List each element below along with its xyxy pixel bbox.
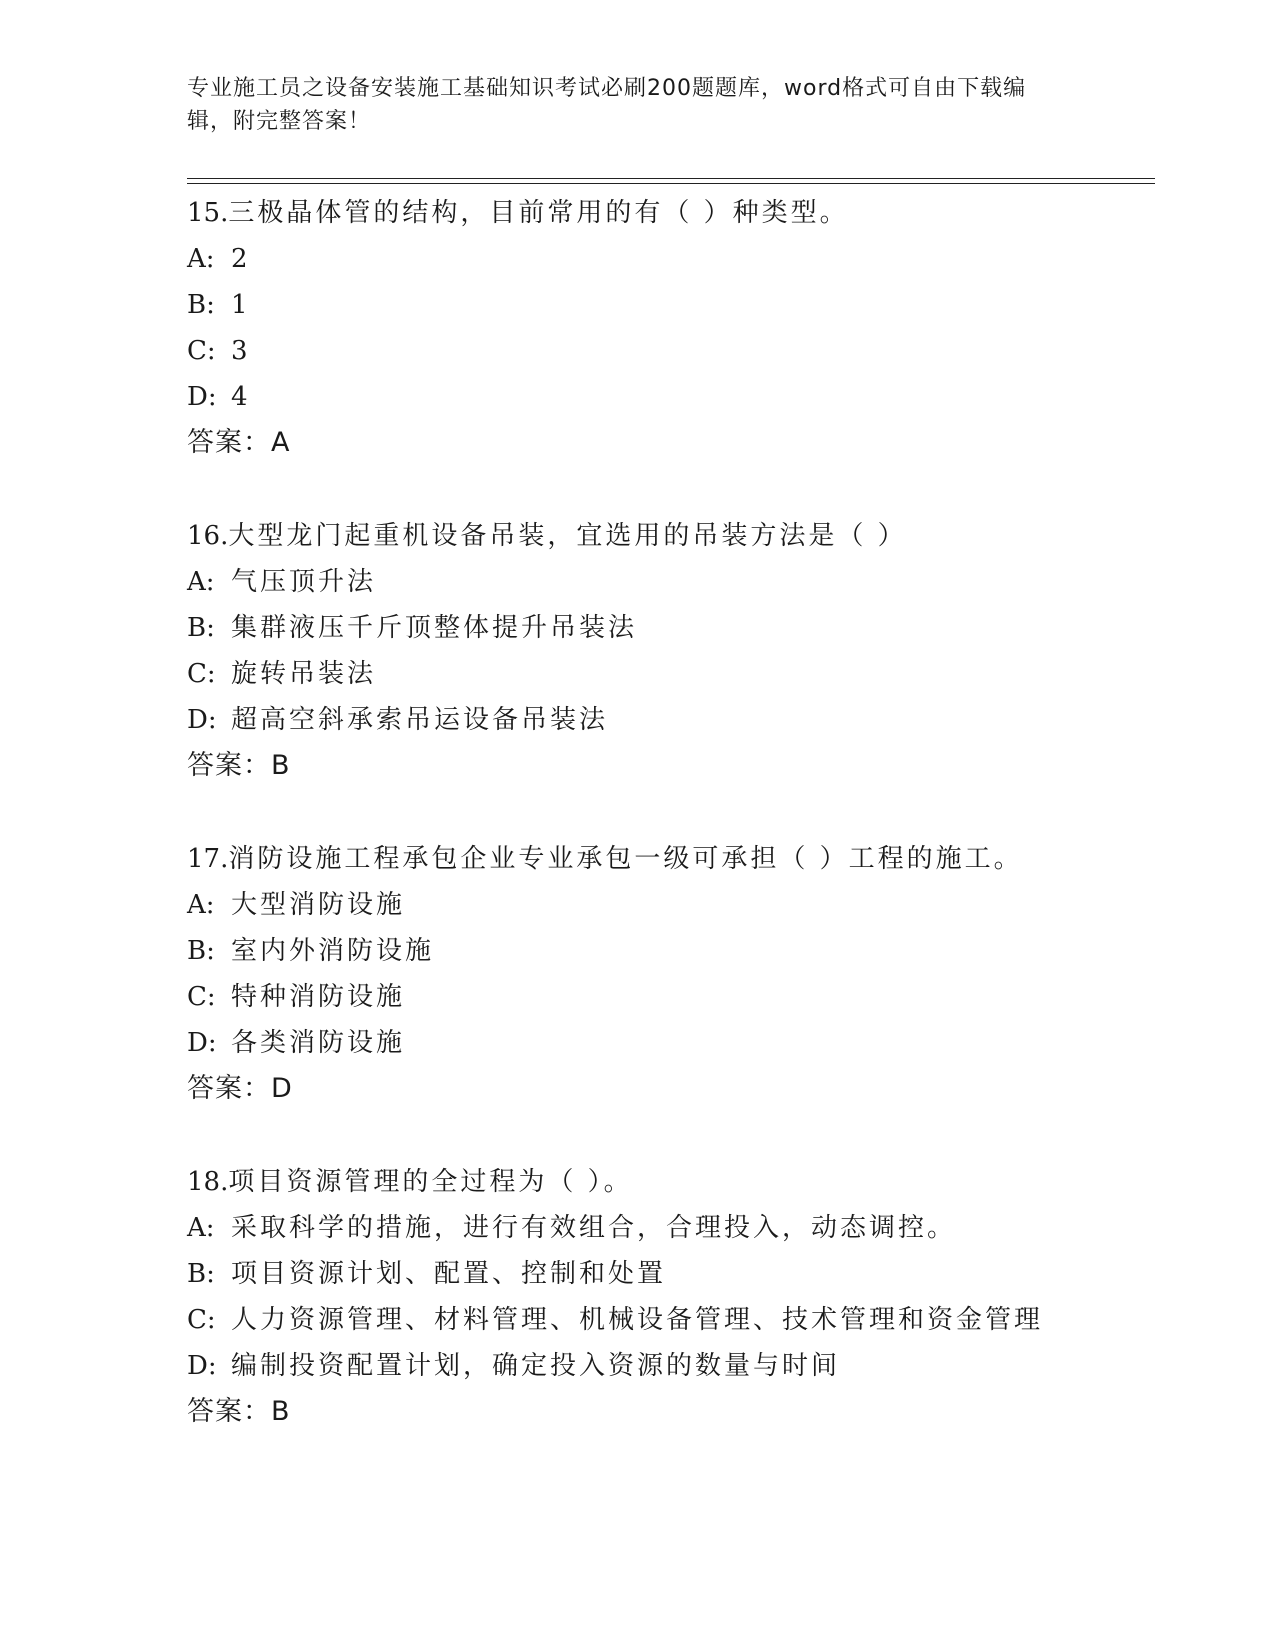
option-text: 采取科学的措施，进行有效组合，合理投入，动态调控。 [231, 1213, 957, 1243]
option-b [187, 282, 1155, 328]
answer-line: 答案：D [187, 1073, 293, 1104]
option-letter: A: [187, 567, 215, 597]
option-letter: C: [187, 336, 216, 366]
option-a [187, 882, 1155, 928]
option-text: 1 [231, 290, 251, 320]
option-text: 特种消防设施 [231, 982, 406, 1012]
option-letter: C: [187, 1305, 216, 1335]
option-letter: A: [187, 890, 215, 920]
option-text: 气压顶升法 [231, 567, 377, 597]
question-number: 16. [187, 521, 229, 551]
option-letter: B: [187, 613, 215, 643]
answer-line: 答案：A [187, 427, 291, 458]
header-title: 专业施工员之设备安装施工基础知识考试必刷200题题库，word格式可自由下载编辑，附完整答案！ [187, 76, 1027, 134]
option-c [187, 974, 1155, 1020]
option-letter: B: [187, 290, 215, 320]
option-letter: C: [187, 659, 216, 689]
question-number: 18. [187, 1167, 229, 1197]
option-b [187, 1251, 1155, 1297]
document-header [187, 72, 1067, 138]
header-divider-top [187, 178, 1155, 179]
option-text: 大型消防设施 [231, 890, 406, 920]
option-letter: D: [187, 382, 217, 412]
question-text: 大型龙门起重机设备吊装，宜选用的吊装方法是（ ） [228, 521, 907, 551]
option-c [187, 328, 1155, 374]
option-d [187, 1020, 1155, 1066]
option-text: 编制投资配置计划，确定投入资源的数量与时间 [231, 1351, 841, 1381]
option-text: 人力资源管理、材料管理、机械设备管理、技术管理和资金管理 [231, 1305, 1044, 1335]
option-a [187, 1205, 1155, 1251]
option-letter: A: [187, 1213, 215, 1243]
option-letter: C: [187, 982, 216, 1012]
question-17 [187, 836, 1155, 1112]
question-stem [187, 836, 1155, 882]
header-divider-bottom [187, 183, 1155, 184]
option-text: 室内外消防设施 [231, 936, 435, 966]
option-text: 超高空斜承索吊运设备吊装法 [231, 705, 609, 735]
option-text: 各类消防设施 [231, 1028, 406, 1058]
option-b [187, 928, 1155, 974]
question-stem [187, 513, 1155, 559]
option-text: 集群液压千斤顶整体提升吊装法 [231, 613, 638, 643]
option-a [187, 559, 1155, 605]
answer-line: 答案：B [187, 750, 291, 781]
question-stem [187, 1159, 1155, 1205]
option-b [187, 605, 1155, 651]
option-text: 旋转吊装法 [231, 659, 377, 689]
question-stem [187, 190, 1155, 236]
option-text: 2 [231, 244, 251, 274]
question-15 [187, 190, 1155, 466]
question-number: 17. [187, 844, 229, 874]
option-letter: D: [187, 705, 217, 735]
option-c [187, 1297, 1155, 1343]
question-16 [187, 513, 1155, 789]
question-text: 消防设施工程承包企业专业承包一级可承担（ ）工程的施工。 [228, 844, 1023, 874]
option-a [187, 236, 1155, 282]
option-letter: D: [187, 1351, 217, 1381]
question-number: 15. [187, 198, 229, 228]
question-list [187, 190, 1155, 1482]
option-letter: B: [187, 1259, 215, 1289]
option-letter: A: [187, 244, 215, 274]
option-letter: B: [187, 936, 215, 966]
question-18 [187, 1159, 1155, 1435]
option-d [187, 374, 1155, 420]
option-d [187, 1343, 1155, 1389]
option-text: 4 [231, 382, 251, 412]
question-text: 项目资源管理的全过程为（ ）。 [228, 1167, 633, 1197]
option-text: 项目资源计划、配置、控制和处置 [231, 1259, 667, 1289]
answer-line: 答案：B [187, 1396, 291, 1427]
option-c [187, 651, 1155, 697]
option-text: 3 [231, 336, 251, 366]
option-d [187, 697, 1155, 743]
question-text: 三极晶体管的结构，目前常用的有（ ）种类型。 [228, 198, 849, 228]
option-letter: D: [187, 1028, 217, 1058]
